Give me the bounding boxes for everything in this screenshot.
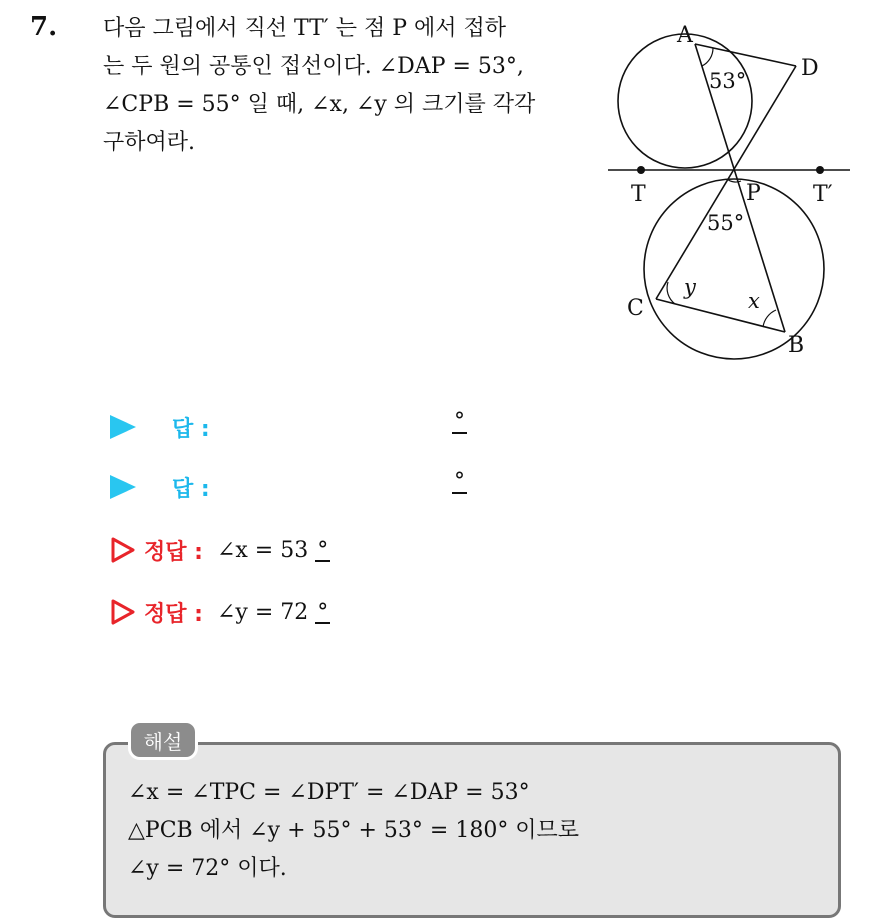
question-line: 는 두 원의 공통인 접선이다. ∠DAP = 53°, bbox=[103, 54, 524, 79]
angle-arc-c bbox=[667, 282, 675, 304]
answer-label: 답 : bbox=[172, 476, 210, 502]
answer-row-2 bbox=[110, 467, 210, 507]
answer-input-1[interactable]: ° bbox=[454, 409, 465, 434]
label-b: B bbox=[788, 333, 805, 358]
chord-ad bbox=[695, 44, 796, 66]
label-p: P bbox=[746, 181, 761, 206]
answer-row-1 bbox=[110, 407, 210, 447]
correct-label: 정답 : bbox=[144, 601, 203, 627]
question-number: 7. bbox=[30, 12, 58, 42]
point-tprime-dot bbox=[816, 166, 824, 174]
outline-arrow-icon bbox=[110, 599, 136, 625]
label-angle-dap: 53° bbox=[709, 69, 747, 93]
chord-cb bbox=[656, 299, 785, 332]
correct-value: ∠y = 72 ° bbox=[216, 599, 329, 625]
degree-unit: ° bbox=[317, 599, 329, 625]
explanation-line: ∠x = ∠TPC = ∠DPT′ = ∠DAP = 53° bbox=[128, 780, 530, 805]
label-d: D bbox=[801, 56, 819, 81]
point-t-dot bbox=[637, 166, 645, 174]
explanation-line: △PCB 에서 ∠y + 55° + 53° = 180° 이므로 bbox=[128, 818, 580, 843]
angle-arc-a bbox=[702, 48, 713, 66]
upper-circle bbox=[618, 34, 752, 168]
arrow-icon bbox=[110, 475, 136, 499]
arrow-icon bbox=[110, 415, 136, 439]
correct-answer-row-2 bbox=[110, 592, 330, 632]
question-line: 구하여라. bbox=[103, 130, 196, 155]
label-c: C bbox=[627, 296, 644, 321]
correct-value: ∠x = 53 ° bbox=[216, 537, 329, 563]
explanation-line: ∠y = 72° 이다. bbox=[128, 856, 287, 881]
line-dc bbox=[656, 66, 796, 299]
question-line: ∠CPB = 55° 일 때, ∠x, ∠y 의 크기를 각각 bbox=[103, 92, 536, 117]
lower-circle bbox=[644, 179, 824, 359]
question-text bbox=[103, 10, 583, 162]
answer-label: 답 : bbox=[172, 416, 210, 442]
label-tprime: T′ bbox=[813, 182, 833, 207]
explanation-text bbox=[128, 774, 579, 888]
label-t: T bbox=[631, 182, 646, 207]
correct-answer-row-1 bbox=[110, 530, 330, 570]
label-angle-x: x bbox=[748, 289, 760, 313]
geometry-figure bbox=[600, 20, 860, 369]
label-angle-cpb: 55° bbox=[707, 211, 745, 235]
correct-label: 정답 : bbox=[144, 539, 203, 565]
label-a: A bbox=[677, 23, 693, 48]
angle-arc-b bbox=[763, 310, 776, 327]
outline-arrow-icon bbox=[110, 537, 136, 563]
label-angle-y: y bbox=[684, 275, 696, 299]
explanation-tab: 해설 bbox=[128, 720, 198, 760]
question-line: 다음 그림에서 직선 TT′ 는 점 P 에서 접하 bbox=[103, 16, 507, 41]
degree-unit: ° bbox=[317, 537, 329, 563]
answer-input-2[interactable]: ° bbox=[454, 469, 465, 494]
